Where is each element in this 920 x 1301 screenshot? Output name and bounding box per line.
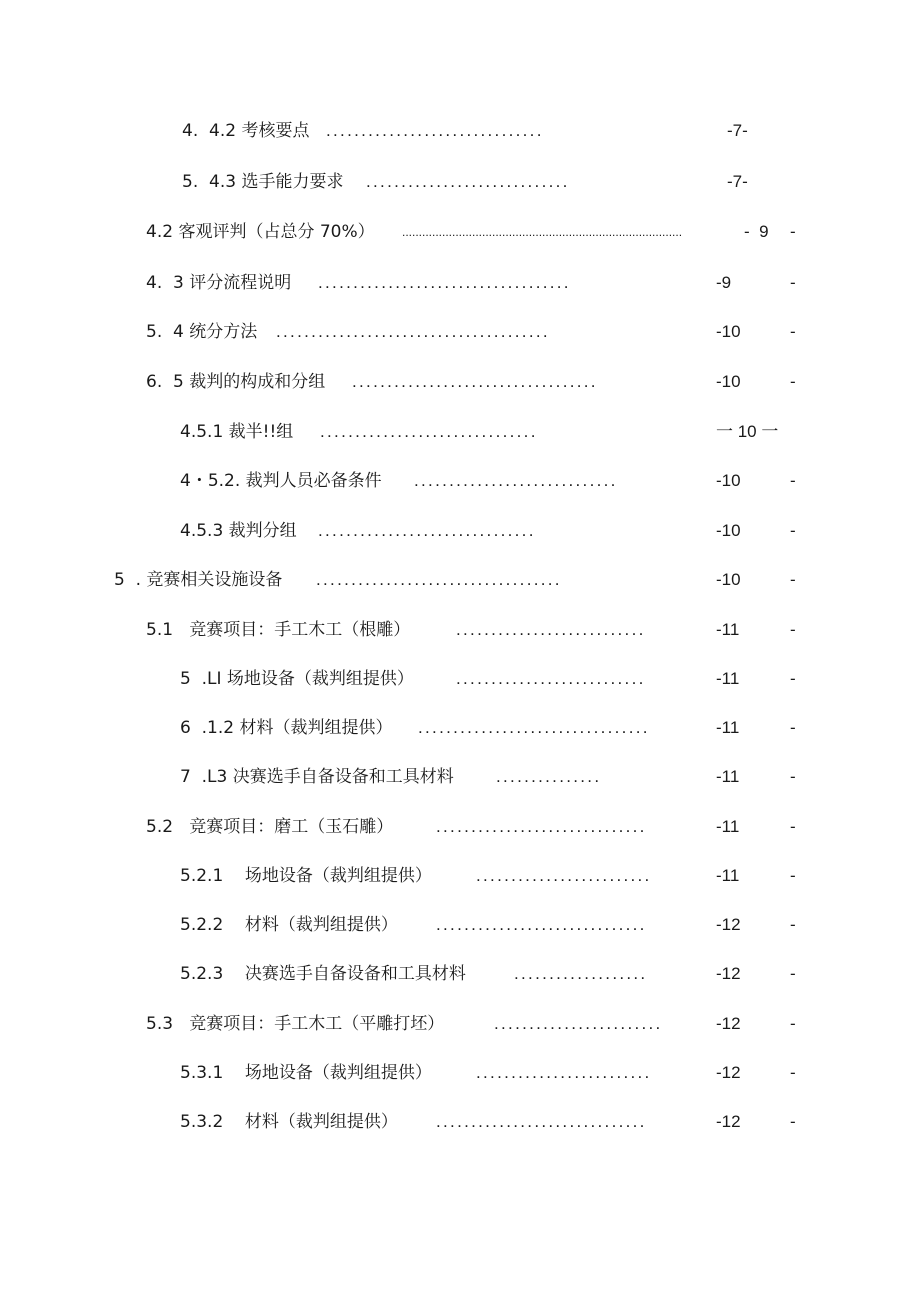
toc-entry-title: 5 . 竞赛相关设施设备 — [114, 570, 283, 590]
toc-page-number: -7- — [727, 172, 748, 191]
toc-leader-dots: .............................. — [436, 915, 647, 934]
toc-entry — [0, 220, 920, 244]
toc-leader-dots: ................................... — [316, 570, 562, 589]
toc-entry — [0, 469, 920, 493]
toc-leader-dots: ............................... — [318, 521, 536, 540]
toc-entry-title: 4.5.3 裁判分组 — [180, 521, 297, 541]
toc-leader-dots: ............................... — [326, 121, 544, 140]
toc-trailing-dash: - — [790, 1063, 796, 1082]
toc-entry-title: 4.5.1 裁半!!组 — [180, 422, 294, 442]
toc-page-number: -9 — [716, 273, 732, 292]
toc-leader-dots: ................... — [514, 964, 648, 983]
toc-entry — [0, 370, 920, 394]
toc-page-number: -11 — [716, 767, 740, 786]
toc-entry — [0, 1061, 920, 1085]
toc-leader-dots: .................................... — [318, 273, 571, 292]
toc-leader-dots: ............................... — [320, 422, 538, 441]
toc-page-number: -12 — [716, 1014, 741, 1033]
toc-trailing-dash: - — [790, 372, 796, 391]
toc-page-number: -12 — [716, 964, 741, 983]
toc-page-number: -10 — [716, 372, 741, 391]
toc-leader-dots: ............................. — [414, 471, 618, 490]
toc-page-number: -11 — [716, 620, 740, 639]
toc-entry — [0, 519, 920, 543]
toc-page-number: -10 — [716, 521, 741, 540]
toc-leader-dots: ......................... — [476, 1063, 652, 1082]
toc-page-number: -12 — [716, 1112, 741, 1131]
toc-entry-title: 4.2 客观评判（占总分 70%） — [146, 222, 375, 242]
toc-page-number: -10 — [716, 471, 741, 490]
toc-page-number: -10 — [716, 322, 741, 341]
toc-entry — [0, 170, 920, 194]
toc-entry — [0, 568, 920, 592]
toc-trailing-dash: - — [790, 273, 796, 292]
toc-entry-title: 6. 5 裁判的构成和分组 — [146, 372, 326, 392]
toc-trailing-dash: - — [790, 718, 796, 737]
toc-entry — [0, 864, 920, 888]
toc-trailing-dash: - — [790, 222, 796, 241]
toc-trailing-dash: - — [790, 570, 796, 589]
toc-entry — [0, 716, 920, 740]
toc-page-number: - 9 — [744, 222, 769, 241]
toc-entry-title: 5.1 竞赛项目：手工木工（根雕） — [146, 620, 411, 640]
toc-entry-title: 6 .1.2 材料（裁判组提供） — [180, 718, 393, 738]
toc-trailing-dash: - — [790, 1014, 796, 1033]
toc-leader-dots: ......................... — [476, 866, 652, 885]
toc-entry — [0, 618, 920, 642]
toc-trailing-dash: - — [790, 521, 796, 540]
toc-entry-title: 5.3 竞赛项目：手工木工（平雕打坯） — [146, 1014, 445, 1034]
toc-leader-dots: .................................................................................... — [402, 225, 683, 239]
toc-page-number: 一 10 一 — [716, 422, 779, 441]
toc-entry — [0, 119, 920, 143]
toc-leader-dots: ....................................... — [276, 322, 550, 341]
toc-leader-dots: ................................. — [418, 718, 650, 737]
toc-entry-title: 4・5.2. 裁判人员必备条件 — [180, 471, 382, 491]
toc-entry-title: 5. 4.3 选手能力要求 — [182, 172, 344, 192]
toc-entry-title: 5 .LI 场地设备（裁判组提供） — [180, 669, 414, 689]
toc-page-number: -10 — [716, 570, 741, 589]
toc-page-number: -12 — [716, 1063, 741, 1082]
toc-leader-dots: .............................. — [436, 1112, 647, 1131]
toc-entry — [0, 913, 920, 937]
toc-leader-dots: ........................... — [456, 620, 646, 639]
toc-entry-title: 5.2.3 决赛选手自备设备和工具材料 — [180, 964, 466, 984]
toc-trailing-dash: - — [790, 767, 796, 786]
toc-trailing-dash: - — [790, 471, 796, 490]
toc-entry-title: 4. 3 评分流程说明 — [146, 273, 292, 293]
toc-entry-title: 5.3.1 场地设备（裁判组提供） — [180, 1063, 432, 1083]
toc-trailing-dash: - — [790, 817, 796, 836]
toc-entry-title: 5.2.1 场地设备（裁判组提供） — [180, 866, 432, 886]
toc-leader-dots: ........................... — [456, 669, 646, 688]
toc-entry — [0, 1110, 920, 1134]
toc-entry — [0, 1012, 920, 1036]
toc-entry — [0, 667, 920, 691]
toc-page-number: -7- — [727, 121, 748, 140]
toc-entry-title: 5.2 竞赛项目：磨工（玉石雕） — [146, 817, 394, 837]
toc-leader-dots: ................................... — [352, 372, 598, 391]
toc-leader-dots: .............................. — [436, 817, 647, 836]
toc-trailing-dash: - — [790, 669, 796, 688]
toc-page-number: -11 — [716, 866, 740, 885]
toc-entry — [0, 962, 920, 986]
toc-leader-dots: ............... — [496, 767, 602, 786]
toc-trailing-dash: - — [790, 1112, 796, 1131]
toc-entry-title: 4. 4.2 考核要点 — [182, 121, 310, 141]
toc-trailing-dash: - — [790, 620, 796, 639]
toc-trailing-dash: - — [790, 964, 796, 983]
toc-entry-title: 5.2.2 材料（裁判组提供） — [180, 915, 398, 935]
toc-page-number: -11 — [716, 669, 740, 688]
toc-entry — [0, 271, 920, 295]
toc-entry-title: 5.3.2 材料（裁判组提供） — [180, 1112, 398, 1132]
toc-page-number: -11 — [716, 817, 740, 836]
toc-leader-dots: ............................. — [366, 172, 570, 191]
toc-entry — [0, 420, 920, 444]
toc-entry-title: 5. 4 统分方法 — [146, 322, 258, 342]
toc-entry-title: 7 .L3 决赛选手自备设备和工具材料 — [180, 767, 454, 787]
toc-page-number: -11 — [716, 718, 740, 737]
toc-page-number: -12 — [716, 915, 741, 934]
toc-entry — [0, 320, 920, 344]
toc-entry — [0, 765, 920, 789]
toc-entry — [0, 815, 920, 839]
toc-trailing-dash: - — [790, 866, 796, 885]
toc-trailing-dash: - — [790, 322, 796, 341]
toc-trailing-dash: - — [790, 915, 796, 934]
toc-leader-dots: ........................ — [494, 1014, 663, 1033]
